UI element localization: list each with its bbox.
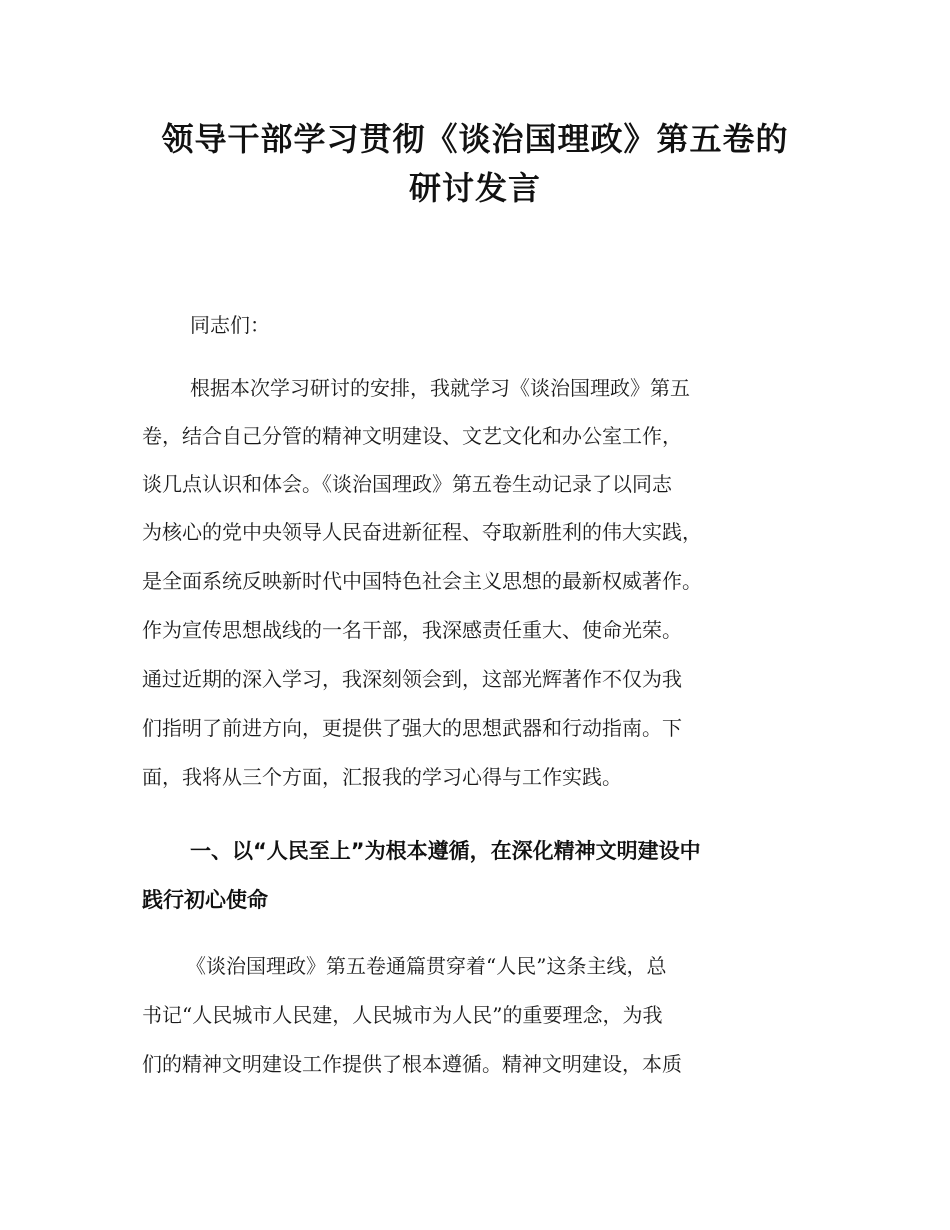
- document-title-line-1: 领导干部学习贯彻《谈治国理政》第五卷的: [161, 120, 789, 158]
- intro-line: 谈几点认识和体会。《谈治国理政》第五卷生动记录了以同志: [142, 472, 672, 496]
- section-1-heading-line-1: 一、以“人民至上”为根本遵循，在深化精神文明建设中: [190, 839, 701, 863]
- intro-line: 根据本次学习研讨的安排，我就学习《谈治国理政》第五: [190, 376, 690, 400]
- intro-line: 通过近期的深入学习，我深刻领会到，这部光辉著作不仅为我: [142, 667, 682, 691]
- intro-line: 作为宣传思想战线的一名干部，我深感责任重大、使命光荣。: [142, 618, 682, 642]
- salutation: 同志们：: [190, 313, 270, 337]
- intro-line: 为核心的党中央领导人民奋进新征程、夺取新胜利的伟大实践，: [142, 520, 702, 544]
- intro-line: 面，我将从三个方面，汇报我的学习心得与工作实践。: [142, 765, 622, 789]
- section-1-heading-line-2: 践行初心使命: [142, 888, 268, 912]
- section-1-line: 们的精神文明建设工作提供了根本遵循。精神文明建设，本质: [142, 1052, 682, 1076]
- intro-line: 卷，结合自己分管的精神文明建设、文艺文化和办公室工作，: [142, 424, 682, 448]
- intro-line: 们指明了前进方向，更提供了强大的思想武器和行动指南。下: [142, 716, 682, 740]
- document-title-line-2: 研讨发言: [408, 169, 541, 207]
- section-1-line: 《谈治国理政》第五卷通篇贯穿着“人民”这条主线，总: [186, 954, 667, 978]
- section-1-line: 书记“人民城市人民建，人民城市为人民”的重要理念，为我: [142, 1003, 663, 1027]
- intro-line: 是全面系统反映新时代中国特色社会主义思想的最新权威著作。: [142, 569, 702, 593]
